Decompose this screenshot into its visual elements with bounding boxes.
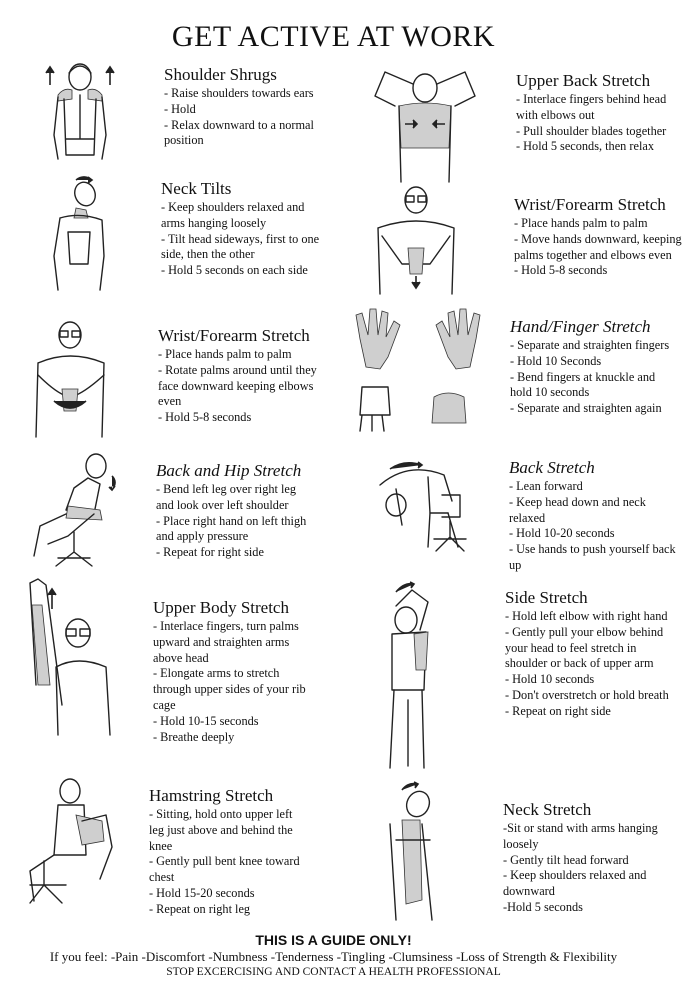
exercise-neck-tilts [161,179,326,279]
exercise-step: - Tilt head sideways, first to one side, then the other [161,231,320,262]
exercise-hand-finger [510,317,680,417]
exercise-step: - Keep head down and neck relaxed [509,494,646,525]
exercise-step: -Hold 5 seconds [503,899,583,914]
exercise-name: Hand/Finger Stretch [510,317,651,336]
stop-warning: STOP EXCERCISING AND CONTACT A HEALTH PROFESSIONAL [166,966,501,978]
exercise-step: - Repeat on right leg [149,901,251,916]
exercise-step: -Sit or stand with arms hanging loosely [503,821,658,851]
exercise-wrist-forearm-left [158,326,328,426]
exercise-step: - Lean forward [509,479,583,493]
upper-body-stretch-figure-icon [16,575,126,750]
exercise-step: - Hold [164,101,196,116]
exercise-step: - Hold 10 Seconds [510,353,602,368]
exercise-step: - Relax downward to a normal position [164,117,314,148]
exercise-step: - Interlace fingers, turn palms upward and straighten arms above head [153,619,299,665]
exercise-step: - Hold 15-20 seconds [149,885,255,900]
hamstring-stretch-figure-icon [14,775,124,910]
exercise-name: Wrist/Forearm Stretch [514,195,666,214]
neck-stretch-figure-icon [370,780,470,925]
exercise-side-stretch [505,588,675,720]
exercise-step: - Place hands palm to palm [514,216,648,230]
exercise-step: - Place right hand on left thigh and apply pressure [156,513,307,544]
exercise-step: - Hold left elbow with right hand [505,609,668,623]
exercise-step: - Repeat on right side [505,703,611,718]
exercise-step: - Hold 10 seconds [505,672,595,687]
exercise-step: - Separate and straighten fingers [510,338,670,352]
exercise-step: - Don't overstretch or hold breath [505,687,669,702]
exercise-name: Wrist/Forearm Stretch [158,326,310,345]
exercise-upper-back [516,71,682,155]
exercise-name: Back and Hip Stretch [156,461,302,480]
footer [0,932,667,978]
exercise-step: - Hold 5 seconds, then relax [516,139,654,154]
guide-warning: THIS IS A GUIDE ONLY! [255,932,412,948]
exercise-step: - Interlace fingers behind head with elbows out [516,92,667,122]
exercise-step: - Use hands to push yourself back up [509,542,676,572]
exercise-step: - Bend left leg over right leg and look over left shoulder [156,482,297,512]
exercise-step: - Hold 5-8 seconds [158,410,252,425]
exercise-hamstring [149,786,309,918]
hand-finger-figure-icon [348,305,488,435]
exercise-step: - Separate and straighten again [510,401,662,416]
exercise-step: - Elongate arms to stretch through upper sides of your rib cage [153,666,306,712]
exercise-step: - Gently pull your elbow behind your head to feel stretch in shoulder or back of upper arm [505,624,664,671]
exercise-step: - Gently tilt head forward [503,852,629,867]
exercise-back-stretch [509,458,679,574]
exercise-neck-stretch [503,800,663,916]
exercise-step: - Hold 5-8 seconds [514,263,608,278]
exercise-name: Shoulder Shrugs [164,65,277,84]
exercise-shoulder-shrugs [164,65,324,149]
exercise-step: - Move hands downward, keeping palms together and elbows even [514,231,682,262]
exercise-step: - Pull shoulder blades together [516,123,667,138]
shoulder-shrug-figure-icon [30,55,130,165]
exercise-step: - Hold 10-15 seconds [153,713,259,728]
wrist-downward-figure-icon [362,178,472,298]
exercise-step: - Repeat for right side [156,545,264,560]
exercise-step: - Keep shoulders relaxed and downward [503,868,647,899]
exercise-step: - Bend fingers at knuckle and hold 10 seconds [510,369,656,400]
side-stretch-figure-icon [368,580,478,775]
exercise-step: - Keep shoulders relaxed and arms hanging loosely [161,200,305,230]
exercise-name: Back Stretch [509,458,595,477]
exercise-upper-body [153,598,318,745]
back-stretch-figure-icon [368,455,478,555]
exercise-step: - Hold 5 seconds on each side [161,263,308,278]
exercise-name: Side Stretch [505,588,588,607]
exercise-step: - Breathe deeply [153,729,235,744]
exercise-step: - Gently pull bent knee toward chest [149,854,300,885]
back-hip-stretch-figure-icon [18,448,128,573]
symptoms-line: If you feel: -Pain -Discomfort -Numbness -Tenderness -Tingling -Clumsiness -Loss of Strength & Flexibility [49,949,618,964]
exercise-back-hip [156,461,316,561]
page-title: GET ACTIVE AT WORK [171,20,496,53]
wrist-stretch-figure-icon [18,315,123,440]
exercise-step: - Hold 10-20 seconds [509,526,615,541]
exercise-name: Neck Stretch [503,800,592,819]
exercise-name: Hamstring Stretch [149,786,274,805]
exercise-name: Neck Tilts [161,179,232,198]
exercise-step: - Rotate palms around until they face downward keeping elbows even [158,362,317,409]
upper-back-stretch-figure-icon [365,60,485,185]
exercise-step: - Raise shoulders towards ears [164,86,314,100]
exercise-name: Upper Back Stretch [516,71,651,90]
exercise-wrist-forearm-right [514,195,682,279]
exercise-step: - Sitting, hold onto upper left leg just above and behind the knee [149,807,293,853]
neck-tilt-figure-icon [30,172,130,292]
exercise-step: - Place hands palm to palm [158,347,292,361]
exercise-name: Upper Body Stretch [153,598,289,617]
